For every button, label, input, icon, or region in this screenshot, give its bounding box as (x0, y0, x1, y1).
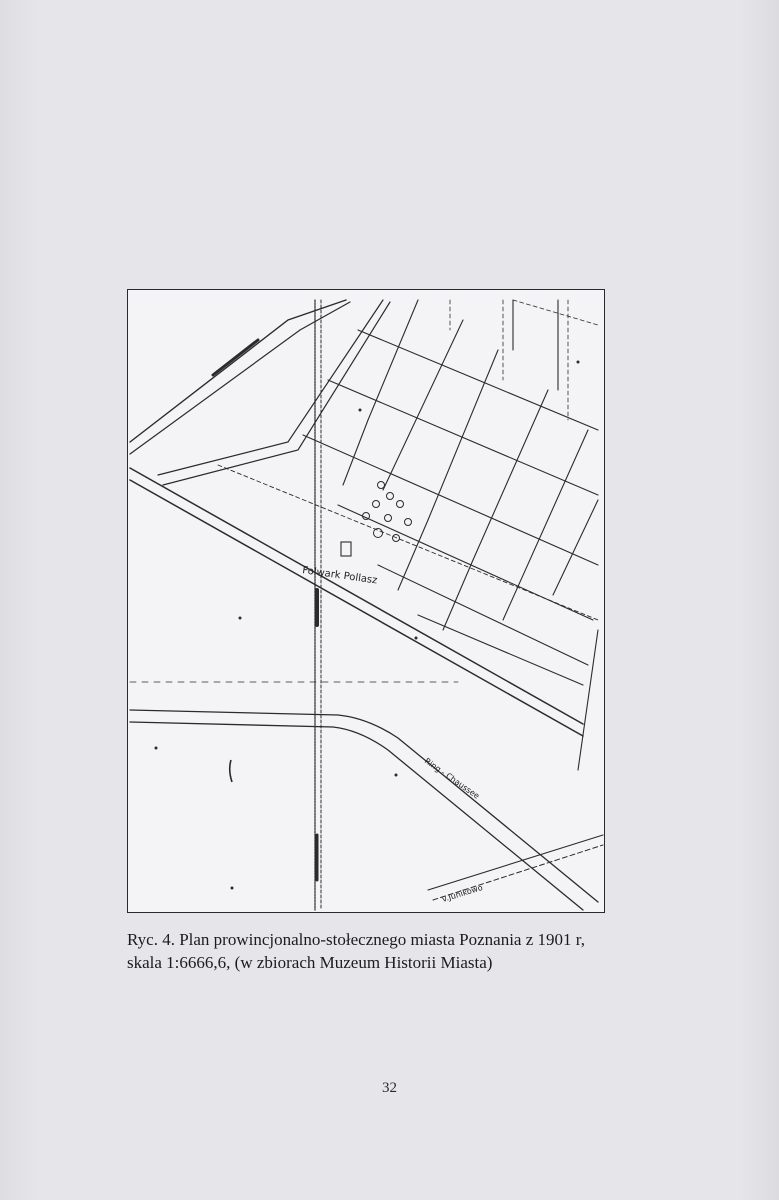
upper-road-line (130, 302, 350, 454)
junikowo-road (428, 835, 603, 890)
diagonal-road (158, 300, 383, 475)
map-mark (230, 760, 232, 782)
map-dots (155, 361, 580, 890)
figure-caption (127, 928, 627, 974)
ring-chaussee-label: Ring - Chaussee (422, 756, 482, 801)
park-trees (363, 482, 412, 542)
map-drawing (128, 290, 605, 913)
dashed-line (513, 300, 598, 325)
building-mark (341, 542, 351, 556)
page-number: 32 (382, 1080, 397, 1096)
caption-line-2: skala 1:6666,6, (w zbiorach Muzeum Historii Miasta) (127, 953, 493, 972)
main-diagonal-road (130, 468, 583, 724)
ring-chaussee (130, 722, 583, 910)
main-diagonal-road (130, 480, 583, 736)
historic-map-figure (127, 289, 605, 913)
upper-road-line (130, 300, 346, 442)
upper-road-accent (213, 340, 258, 375)
caption-line-1: Ryc. 4. Plan prowincjonalno-stołecznego miasta Poznania z 1901 r, (127, 930, 585, 949)
junikowo-label: v.Junikowo (440, 883, 484, 904)
ring-chaussee (130, 710, 598, 902)
folwark-label: Folwark Pollasz (301, 565, 379, 587)
